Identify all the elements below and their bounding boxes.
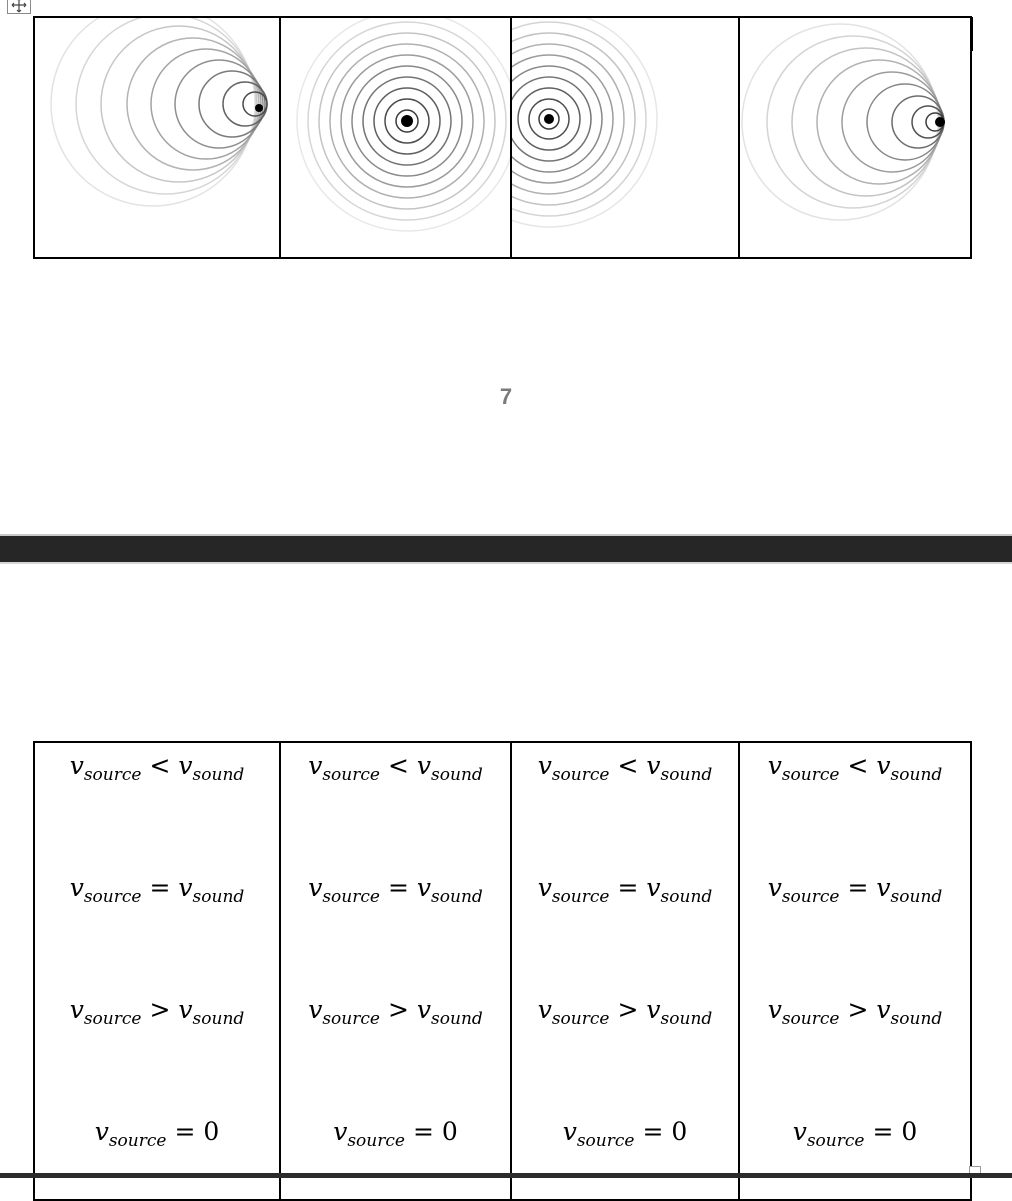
option-greater-than: $v_{source} > v_{sound}$ [69,995,245,1029]
diagram-cell-1[interactable] [34,17,280,258]
option-less-than: $v_{source} < v_{sound}$ [767,751,943,785]
wavefront-diagram-3 [512,18,738,253]
wavefront-diagrams-table [33,16,972,259]
page-number: 7 [499,384,513,409]
diagram-cell-4[interactable] [739,17,971,258]
option-equal: $v_{source} = v_{sound}$ [308,873,483,907]
page-break-gap [0,536,1012,562]
option-zero: $v_{source} = 0$ [792,1117,918,1151]
option-greater-than: $v_{source} > v_{sound}$ [308,995,483,1029]
page-edge-line [0,562,1012,564]
move-arrows-icon [11,0,27,13]
table-move-handle[interactable] [7,0,31,14]
option-less-than: $v_{source} < v_{sound}$ [308,751,483,785]
option-less-than: $v_{source} < v_{sound}$ [69,751,245,785]
option-zero: $v_{source} = 0$ [562,1117,688,1151]
options-column-3[interactable] [511,742,739,1200]
option-zero: $v_{source} = 0$ [333,1117,458,1151]
option-equal: $v_{source} = v_{sound}$ [537,873,713,907]
options-column-1[interactable] [34,742,280,1200]
option-greater-than: $v_{source} > v_{sound}$ [537,995,713,1029]
wavefront-diagram-2 [281,18,510,253]
text-cursor [971,17,973,51]
page-break-gap [0,1173,1012,1178]
option-zero: $v_{source} = 0$ [94,1117,220,1151]
option-equal: $v_{source} = v_{sound}$ [767,873,943,907]
wavefront-diagram-4 [740,18,970,253]
diagram-cell-2[interactable] [280,17,511,258]
option-greater-than: $v_{source} > v_{sound}$ [767,995,943,1029]
option-equal: $v_{source} = v_{sound}$ [69,873,245,907]
wavefront-diagram-1 [35,18,279,253]
options-column-4[interactable] [739,742,971,1200]
option-less-than: $v_{source} < v_{sound}$ [537,751,713,785]
speed-options-table [33,741,972,1201]
diagram-cell-3[interactable] [511,17,739,258]
options-column-2[interactable] [280,742,511,1200]
